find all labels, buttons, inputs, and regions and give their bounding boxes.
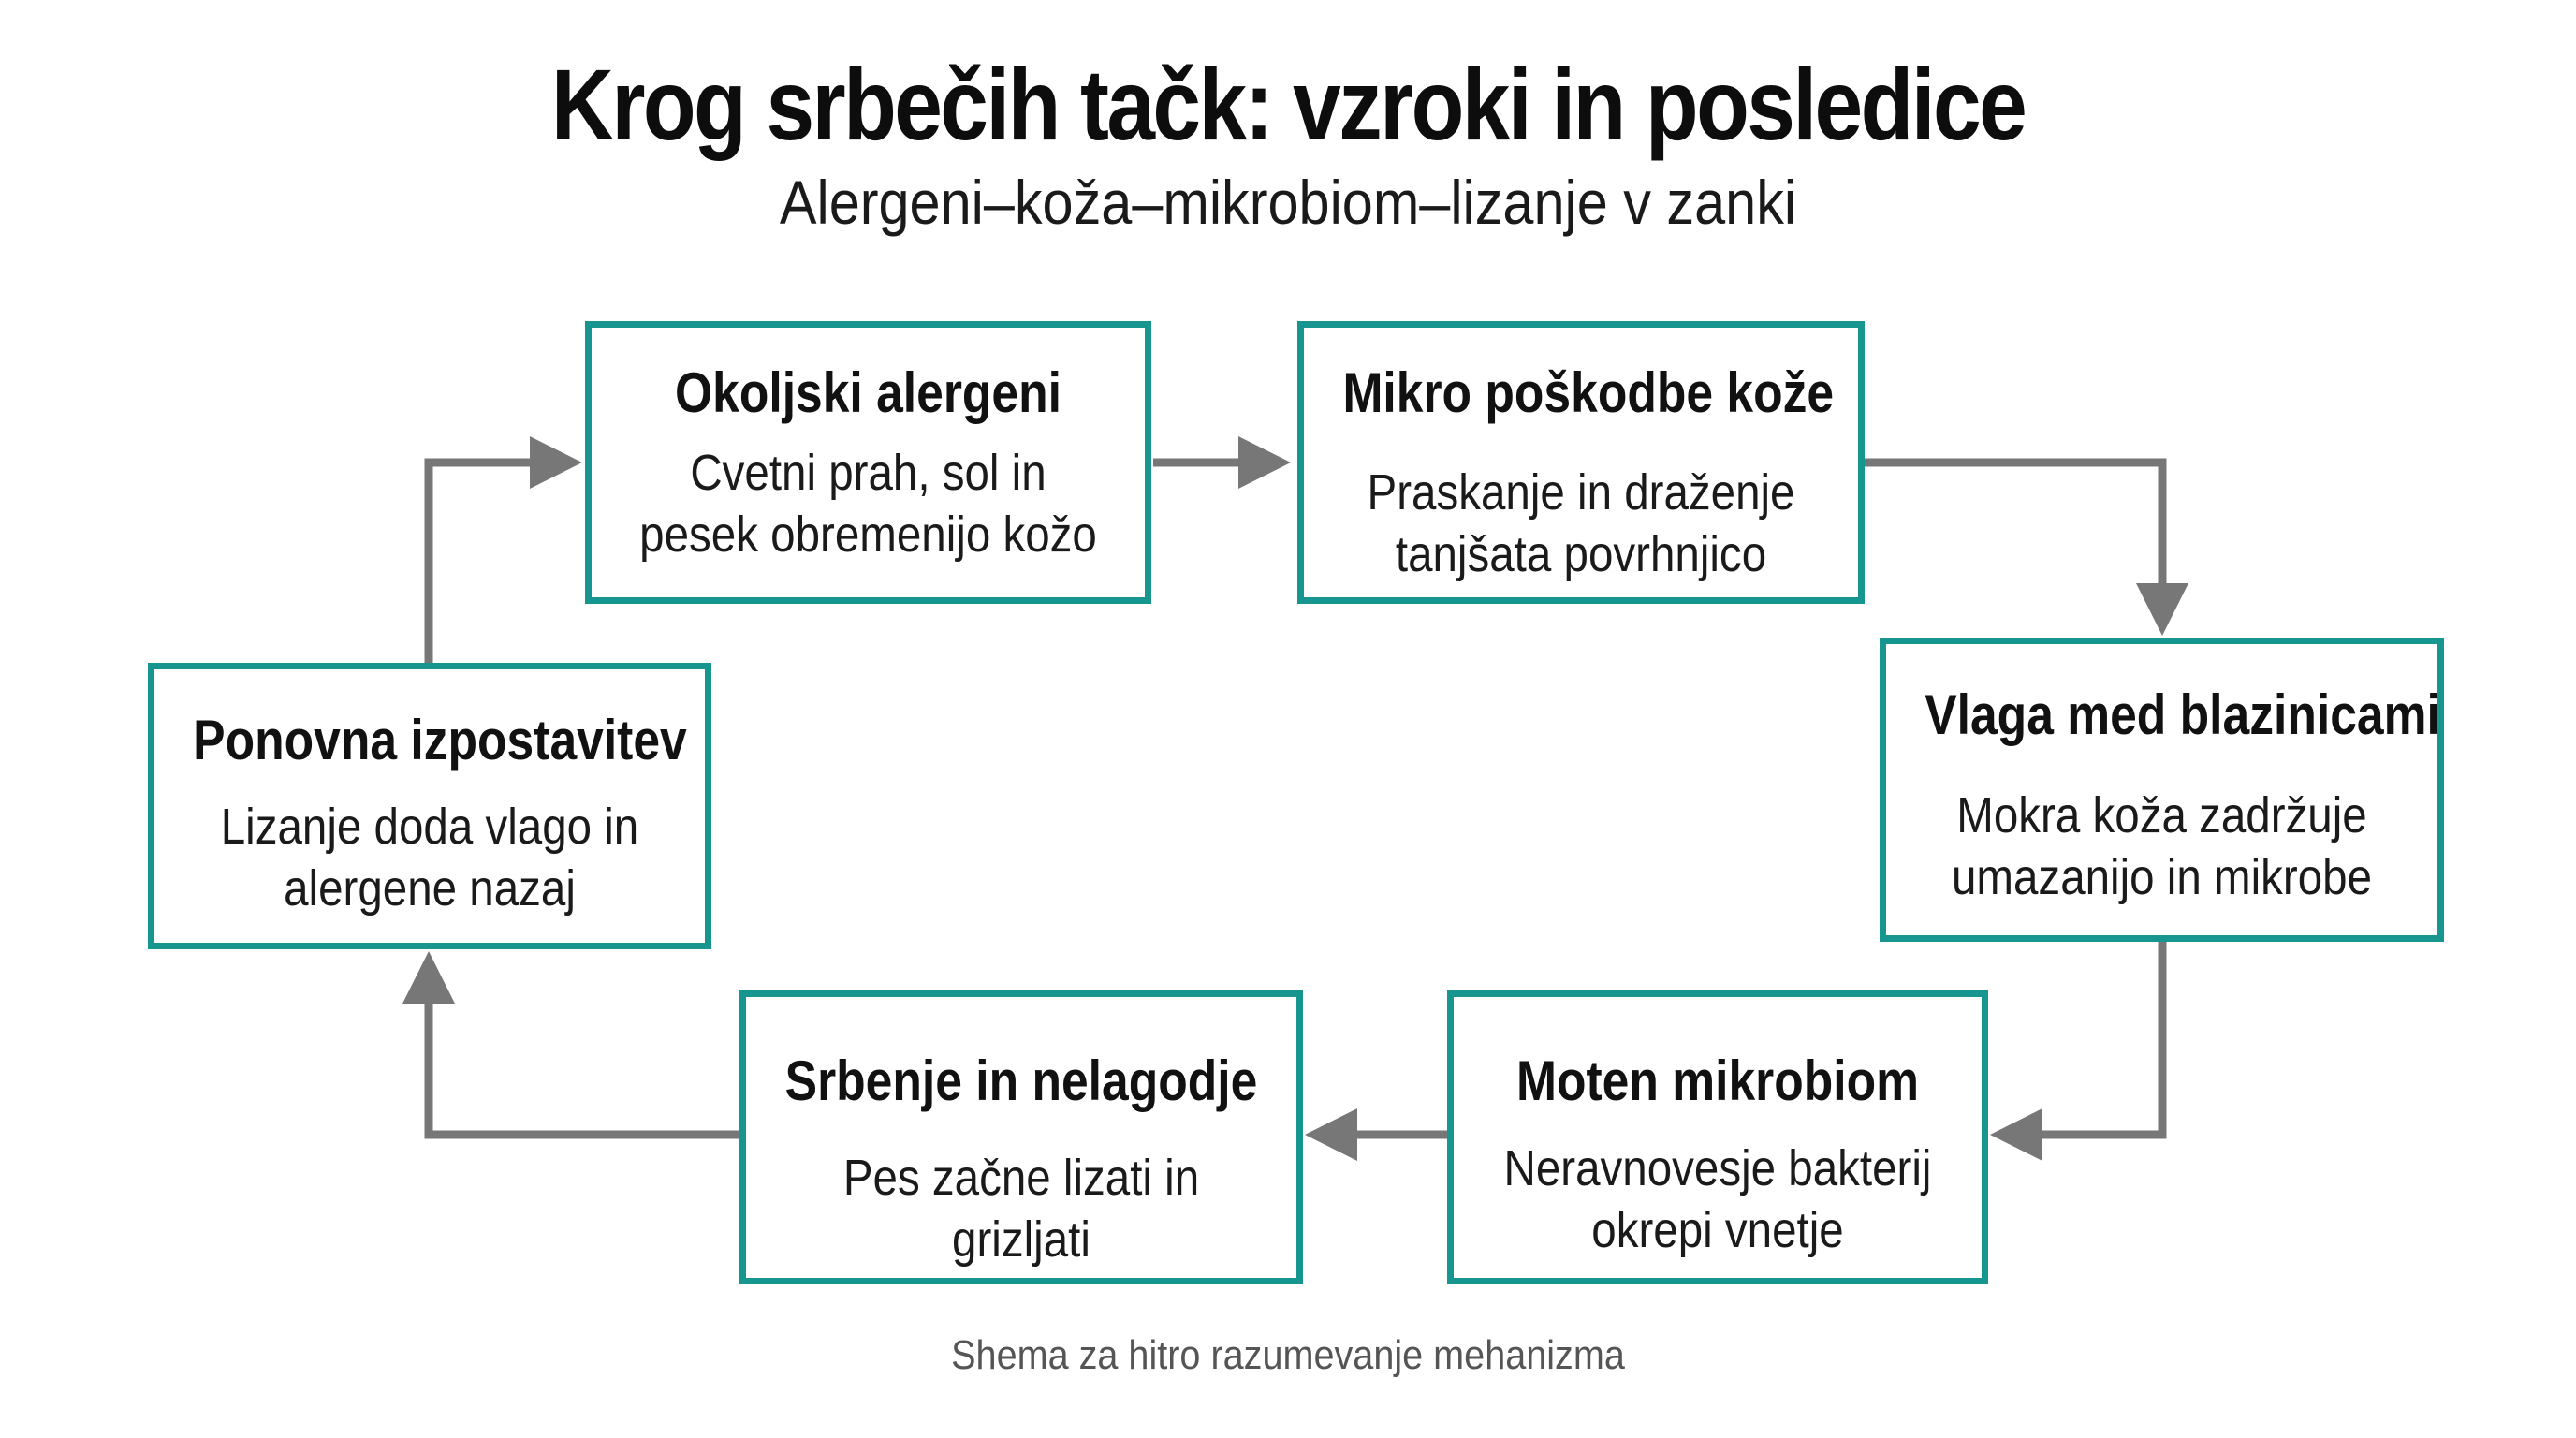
arrow-reexposure-to-allergens: [429, 462, 532, 663]
node-description-line: Lizanje doda vlago in: [220, 799, 639, 855]
node-title: Moten mikrobiom: [1515, 1049, 1919, 1112]
diagram-title: Krog srbečih tačk: vzroki in posledice: [550, 48, 2026, 161]
node-description: [1486, 1137, 1950, 1261]
node-itching-discomfort: [739, 990, 1303, 1284]
node-description: [624, 442, 1111, 565]
node-title: Ponovna izpostavitev: [193, 709, 687, 771]
node-environmental-allergens: [585, 321, 1151, 604]
node-description-line: Neravnovesje bakterij: [1503, 1140, 1932, 1196]
node-re-exposure: [148, 663, 711, 949]
arrow-damage-to-moisture: [1863, 462, 2162, 585]
node-title: Mikro poškodbe kože: [1342, 361, 1835, 424]
node-description-line: Mokra koža zadržuje: [1956, 787, 2367, 844]
node-description-line: Praskanje in draženje: [1367, 464, 1795, 521]
node-description: [779, 1147, 1263, 1270]
node-skin-micro-damage: [1297, 321, 1865, 604]
node-description-line: alergene nazaj: [284, 860, 576, 917]
node-description-line: tanjšata povrhnjico: [1395, 526, 1767, 582]
arrow-itching-to-reexposure: [429, 1002, 739, 1135]
node-description: [1919, 785, 2404, 908]
node-title: Srbenje in nelagodje: [784, 1049, 1258, 1112]
node-description-line: grizljati: [952, 1211, 1090, 1268]
diagram-subtitle: Alergeni–koža–mikrobiom–lizanje v zanki: [779, 168, 1797, 237]
node-description-line: okrepi vnetje: [1591, 1202, 1844, 1258]
diagram-footer-note: Shema za hitro razumevanje mehanizma: [951, 1332, 1625, 1378]
node-description-line: Pes začne lizati in: [842, 1150, 1200, 1206]
arrow-moisture-to-microbiome: [2041, 942, 2162, 1135]
node-moisture-between-pads: [1880, 638, 2444, 942]
node-description: [1338, 462, 1825, 585]
node-description: [187, 796, 671, 919]
node-title: Okoljski alergeni: [675, 361, 1061, 424]
node-title: Vlaga med blazinicami: [1925, 683, 2440, 746]
node-description-line: Cvetni prah, sol in: [690, 445, 1046, 501]
node-description-line: pesek obremenijo kožo: [639, 506, 1097, 563]
node-disturbed-microbiome: [1447, 990, 1988, 1284]
node-description-line: umazanijo in mikrobe: [1951, 849, 2372, 905]
